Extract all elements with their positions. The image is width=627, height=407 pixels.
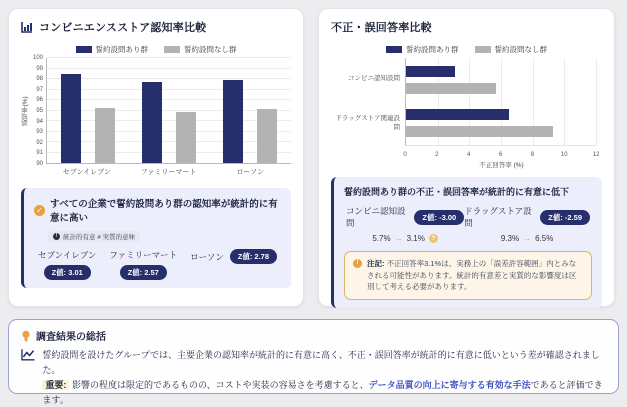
z-value-badge: Z値: -3.00 (414, 210, 464, 225)
control-label: 誓約設問なし群 (184, 45, 237, 54)
recognition-x-categories (46, 167, 291, 177)
stat-label: ドラッグストア設問 (464, 206, 532, 228)
bar-group (128, 58, 209, 163)
control-swatch (475, 46, 491, 53)
recognition-y-axis (31, 55, 46, 167)
recognition-plot (46, 58, 291, 164)
treatment-label: 誓約設問あり群 (95, 45, 148, 54)
footer-body (21, 348, 606, 407)
x-tick-label: 12 (592, 152, 600, 158)
info-dot-icon: ! (53, 233, 60, 240)
bar (406, 109, 509, 120)
y-tick-label: 92 (36, 139, 43, 146)
y-tick-label: 100 (32, 55, 43, 61)
question-icon[interactable]: ? (429, 234, 438, 243)
category-conbini-question: コンビニ認知設問 (348, 75, 400, 83)
y-tick-label: 95 (36, 108, 43, 114)
significance-note-badge (48, 231, 140, 242)
footer-highlight: データ品質の向上に寄与する有効な手法 (368, 379, 531, 390)
y-tick-label: 91 (36, 150, 43, 157)
y-tick-label: 99 (36, 65, 43, 72)
important-badge: 重要: (42, 380, 69, 390)
category-familymart: ファミリーマート (140, 169, 197, 176)
x-tick-label: 10 (560, 152, 568, 158)
z-value-badge: Z値: 2.78 (230, 249, 277, 264)
line-chart-icon (21, 348, 35, 361)
x-tick-label: 4 (467, 152, 471, 158)
recognition-summary-heading: すべての企業で誓約設問あり群の認知率が統計的に有意に高い (50, 199, 278, 224)
recognition-chart (21, 55, 291, 167)
rate-change (372, 234, 437, 243)
stat-label: セブンイレブン (38, 250, 97, 260)
charts-row (8, 8, 619, 307)
warning-icon: ! (353, 259, 362, 268)
z-stats-row (34, 249, 281, 280)
x-tick-label: 0 (403, 152, 407, 158)
category-lawson: ローソン (236, 169, 265, 176)
bar (406, 83, 496, 94)
legend-item-control (164, 44, 237, 55)
error-summary-heading: 誓約設問あり群の不正・誤回答率が統計的に有意に低下 (344, 187, 570, 197)
z-stat-lawson (190, 249, 277, 264)
error-chart (331, 58, 602, 158)
overall-summary-panel (8, 319, 619, 405)
rate-to: 3.1% (406, 234, 425, 243)
bar (176, 112, 196, 163)
control-swatch (164, 46, 180, 53)
rate-to: 6.5% (535, 234, 554, 243)
footer-line2 (42, 378, 606, 407)
caution-note-box (344, 251, 592, 300)
recognition-y-axis-label: 認知率(%) (22, 96, 29, 126)
bar-group (406, 109, 596, 137)
legend-item-treatment (76, 44, 149, 55)
stat-label: コンビニ認知設問 (346, 206, 406, 228)
error-card-header (331, 19, 602, 35)
footer-line2-pre: 影響の程度は限定的であるものの、コストや実装の容易さを考慮すると、 (71, 379, 369, 390)
footer-title: 調査結果の総括 (36, 332, 106, 343)
bar (95, 108, 115, 163)
x-tick-label: 6 (498, 152, 503, 158)
error-z-stats-row (344, 205, 592, 243)
z-stat-familymart (109, 249, 177, 280)
error-y-categories (331, 58, 405, 146)
recognition-rate-card (8, 8, 304, 307)
bar (406, 66, 455, 77)
significance-note-text: 統計的有意 ≠ 実質的意味 (63, 233, 136, 241)
arrow-icon: → (523, 234, 532, 243)
z-value-badge: Z値: -2.59 (540, 210, 590, 225)
gridline (596, 58, 597, 145)
treatment-label: 誓約設問あり群 (406, 45, 459, 54)
treatment-swatch (76, 46, 92, 53)
recognition-card-header (21, 19, 291, 35)
bar-group (210, 58, 291, 163)
category-drugstore-question: ドラッグストア関連設問 (335, 114, 400, 131)
footer-line1: 誓約設問を設けたグループでは、主要企業の認知率が統計的に有意に高く、不正・誤回答率が統計的に有意に低いという差が確認されました。 (42, 350, 600, 375)
bar-group (47, 58, 128, 163)
error-card-title: 不正・誤回答率比較 (331, 22, 432, 34)
z-value-badge: Z値: 2.57 (120, 265, 167, 280)
y-tick-label: 98 (36, 76, 43, 83)
bar (61, 74, 81, 163)
footer-line2-post: であると評価できます。 (42, 379, 603, 405)
rate-from: 9.3% (500, 234, 520, 243)
error-summary-box (331, 177, 602, 308)
rate-from: 5.7% (372, 234, 391, 243)
y-tick-label: 93 (36, 129, 43, 136)
category-seven-eleven: セブンイレブン (62, 169, 111, 176)
bar (142, 82, 162, 163)
bar-rows (406, 58, 596, 145)
legend-item-treatment (386, 44, 459, 55)
recognition-summary-box (21, 188, 291, 288)
footer-header (21, 328, 606, 343)
recognition-legend (21, 44, 291, 55)
arrow-icon: → (394, 234, 403, 243)
error-rate-card (318, 8, 615, 307)
z-stat-conbini (346, 205, 464, 243)
y-tick-label: 94 (36, 118, 43, 125)
z-value-badge: Z値: 3.01 (44, 265, 91, 280)
recognition-summary-heading-row (34, 196, 281, 224)
error-plot (405, 58, 602, 158)
bar (223, 80, 243, 163)
z-stat-seven-eleven (38, 249, 96, 280)
recognition-card-title: コンビニエンスストア認知率比較 (39, 22, 207, 34)
x-tick-label: 8 (530, 152, 535, 158)
bar (406, 126, 553, 137)
footer-text (42, 348, 606, 407)
legend-item-control (475, 44, 548, 55)
y-tick-label: 96 (36, 97, 43, 104)
bar (257, 109, 277, 163)
caution-note-text: 注記: 不正回答率3.1%は、実務上の「誤差許容範囲」内とみなされる可能性があります。統計的有意差と実質的な影響度は区別して考える必要があります。 (367, 259, 577, 292)
bar-group (406, 66, 596, 94)
bar-chart-icon (21, 21, 33, 33)
lightbulb-icon (21, 330, 31, 342)
stat-label: ローソン (190, 251, 224, 262)
control-label: 誓約設問なし群 (494, 45, 547, 54)
treatment-swatch (386, 46, 402, 53)
error-x-axis-label: 不正回答率 (%) (479, 162, 524, 169)
note-label: 注記: (367, 259, 385, 268)
rate-change (501, 234, 553, 243)
check-icon: ✓ (34, 205, 45, 216)
stat-label: ファミリーマート (109, 250, 178, 260)
bar-groups (47, 58, 291, 163)
y-tick-label: 90 (36, 161, 43, 167)
plot-area (405, 58, 596, 146)
z-stat-drugstore (464, 205, 590, 243)
y-tick-label: 97 (36, 86, 43, 93)
error-legend (331, 44, 602, 55)
x-tick-label: 2 (435, 152, 439, 158)
